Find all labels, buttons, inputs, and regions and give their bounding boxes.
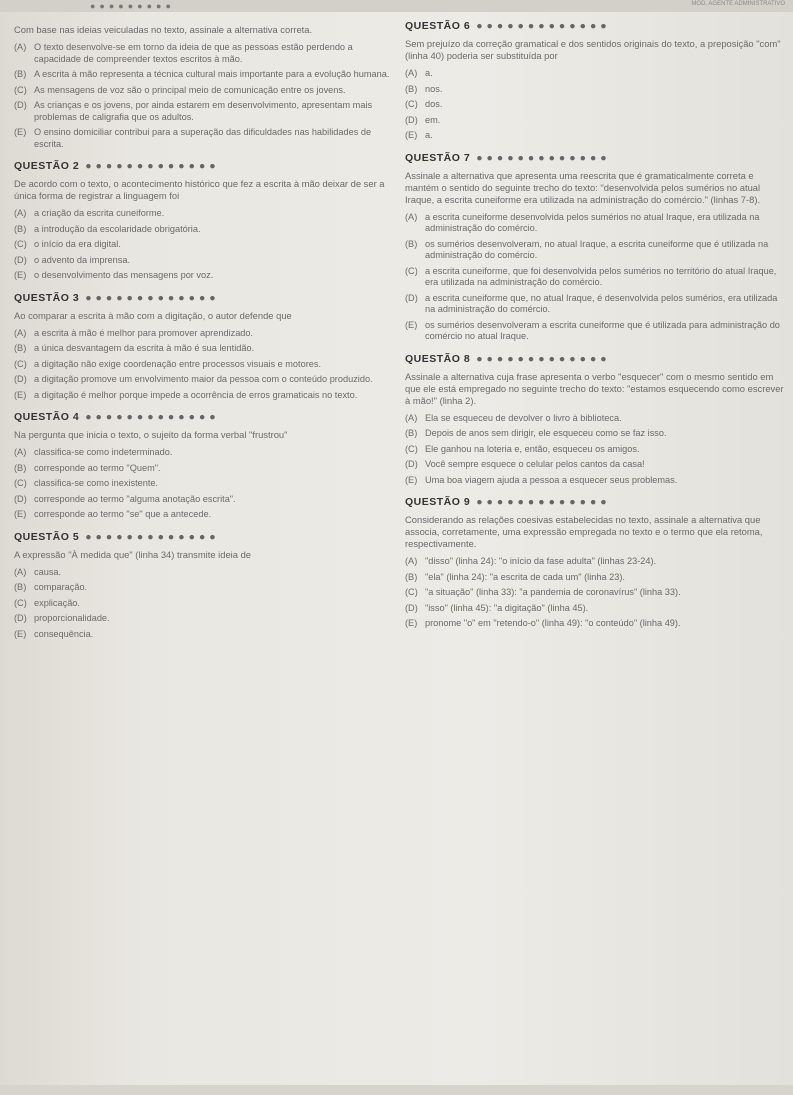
option-text: causa. bbox=[34, 566, 62, 577]
option-text: a introdução da escolaridade obrigatória. bbox=[34, 223, 201, 234]
option-text: o advento da imprensa. bbox=[34, 254, 131, 265]
option-letter: (A) bbox=[405, 211, 418, 222]
answer-option bbox=[14, 359, 396, 371]
option-text: a digitação é melhor porque impede a ocorrência de erros gramaticais no texto. bbox=[34, 389, 358, 400]
option-letter: (D) bbox=[405, 292, 418, 303]
option-text: As crianças e os jovens, por ainda estarem em desenvolvimento, apresentam mais problemas de caligrafia que os adultos. bbox=[34, 100, 373, 122]
options-list bbox=[405, 68, 787, 142]
answer-option bbox=[14, 509, 396, 521]
option-text: dos. bbox=[425, 99, 443, 109]
option-text: a digitação não exige coordenação entre processos visuais e motores. bbox=[34, 358, 322, 369]
answer-option bbox=[14, 447, 396, 459]
option-letter: (D) bbox=[14, 100, 27, 110]
option-letter: (B) bbox=[14, 343, 27, 353]
option-text: a escrita à mão é melhor para promover aprendizado. bbox=[34, 327, 254, 338]
options-list bbox=[14, 328, 396, 402]
question-title: QUESTÃO 9 ●●●●●●●●●●●●● bbox=[405, 496, 611, 508]
answer-option bbox=[14, 598, 396, 610]
question-title: QUESTÃO 6 ●●●●●●●●●●●●● bbox=[405, 20, 611, 32]
answer-option bbox=[14, 582, 396, 594]
header-right-text: MÓD. AGENTE ADMINISTRATIVO bbox=[691, 1, 785, 7]
question-title: QUESTÃO 4 ●●●●●●●●●●●●● bbox=[14, 411, 220, 423]
option-letter: (D) bbox=[14, 493, 27, 504]
option-letter: (B) bbox=[405, 238, 418, 249]
option-letter: (A) bbox=[405, 412, 418, 423]
option-letter: (B) bbox=[14, 69, 27, 79]
option-letter: (C) bbox=[405, 587, 418, 597]
option-letter: (D) bbox=[405, 114, 418, 125]
question-title: QUESTÃO 7 ●●●●●●●●●●●●● bbox=[405, 151, 611, 164]
option-letter: (C) bbox=[14, 84, 27, 95]
options-list bbox=[14, 447, 396, 521]
answer-option bbox=[405, 556, 787, 568]
option-text: classifica-se como indeterminado. bbox=[34, 447, 173, 457]
answer-option bbox=[405, 130, 787, 142]
answer-option bbox=[405, 572, 787, 584]
option-text: corresponde ao termo "alguma anotação escrita". bbox=[34, 493, 236, 504]
option-text: o início da era digital. bbox=[34, 239, 121, 249]
option-letter: (A) bbox=[14, 208, 27, 218]
answer-option bbox=[405, 99, 787, 111]
option-text: "a situação" (linha 33): "a pandemia de coronavírus" (linha 33). bbox=[425, 587, 681, 597]
question-title: QUESTÃO 3 ●●●●●●●●●●●●● bbox=[14, 291, 220, 304]
answer-option bbox=[14, 390, 396, 402]
option-text: proporcionalidade. bbox=[34, 613, 110, 623]
option-letter: (C) bbox=[405, 443, 418, 454]
option-text: a. bbox=[425, 68, 433, 78]
header-dots: ●●●●●●●●● bbox=[90, 1, 175, 11]
answer-option bbox=[405, 475, 787, 487]
options-list bbox=[14, 208, 396, 282]
option-text: Depois de anos sem dirigir, ele esqueceu como se faz isso. bbox=[425, 428, 667, 438]
top-band bbox=[0, 0, 793, 12]
option-letter: (E) bbox=[405, 319, 418, 330]
option-text: explicação. bbox=[34, 597, 80, 608]
option-letter: (E) bbox=[14, 270, 27, 280]
option-letter: (D) bbox=[405, 602, 418, 613]
question-stem: Na pergunta que inicia o texto, o sujeito da forma verbal "frustrou" bbox=[14, 429, 288, 440]
bottom-edge bbox=[0, 1085, 793, 1095]
question-2 bbox=[14, 160, 396, 282]
option-text: a escrita cuneiforme, que foi desenvolvida pelos sumérios no território do atual Iraque, era utilizada na administração do comércio. bbox=[425, 265, 777, 287]
options-list bbox=[14, 42, 396, 150]
option-text: em. bbox=[425, 114, 441, 125]
option-text: a digitação promove um envolvimento maior da pessoa com o conteúdo produzido. bbox=[34, 374, 373, 384]
answer-option bbox=[14, 100, 396, 123]
option-letter: (B) bbox=[405, 428, 418, 438]
question-3 bbox=[14, 292, 396, 402]
question-stem: A expressão "À medida que" (linha 34) transmite ideia de bbox=[14, 548, 251, 560]
option-text: a criação da escrita cuneiforme. bbox=[34, 208, 165, 218]
answer-option bbox=[405, 293, 787, 316]
option-letter: (E) bbox=[14, 127, 27, 137]
question-stem: Assinale a alternativa cuja frase apresenta o verbo "esquecer" com o mesmo sentido em que ele está empregado no seguinte trecho do texto: "estamos esquecendo como escrever à mão!" (linha 2). bbox=[405, 370, 784, 406]
option-text: a escrita cuneiforme que, no atual Iraque, é desenvolvida pelos sumérios, era utilizada na administração do comércio. bbox=[425, 292, 778, 314]
option-letter: (B) bbox=[14, 582, 27, 592]
option-text: O texto desenvolve-se em torno da ideia de que as pessoas estão perdendo a capacidade de compreender textos escritos à mão. bbox=[34, 42, 353, 64]
question-title: QUESTÃO 8 ●●●●●●●●●●●●● bbox=[405, 352, 611, 365]
option-letter: (A) bbox=[14, 447, 27, 457]
option-letter: (D) bbox=[14, 254, 27, 265]
option-letter: (A) bbox=[405, 68, 418, 78]
option-text: corresponde ao termo "Quem". bbox=[34, 462, 161, 473]
answer-option bbox=[14, 494, 396, 506]
answer-option bbox=[405, 428, 787, 440]
option-letter: (E) bbox=[405, 474, 418, 485]
question-stem: Ao comparar a escrita à mão com a digitação, o autor defende que bbox=[14, 309, 292, 321]
option-letter: (A) bbox=[14, 327, 27, 338]
option-letter: (C) bbox=[14, 597, 27, 608]
answer-option bbox=[14, 224, 396, 236]
option-text: os sumérios desenvolveram a escrita cuneiforme que é utilizada para administração do comércio no atual Iraque. bbox=[425, 319, 780, 341]
option-text: corresponde ao termo "se" que a antecede. bbox=[34, 509, 212, 519]
option-letter: (E) bbox=[405, 618, 418, 628]
option-text: classifica-se como inexistente. bbox=[34, 478, 159, 488]
option-letter: (E) bbox=[14, 389, 27, 400]
answer-option bbox=[405, 115, 787, 127]
option-text: "ela" (linha 24): "a escrita de cada um" (linha 23). bbox=[425, 571, 625, 582]
option-letter: (B) bbox=[14, 223, 27, 234]
option-letter: (B) bbox=[14, 462, 27, 473]
answer-option bbox=[14, 343, 396, 355]
option-text: consequência. bbox=[34, 628, 94, 639]
answer-option bbox=[14, 85, 396, 97]
answer-option bbox=[405, 444, 787, 456]
option-text: os sumérios desenvolveram, no atual Iraque, a escrita cuneiforme que é utilizada na administração do comércio. bbox=[425, 238, 769, 260]
answer-option bbox=[405, 603, 787, 615]
answer-option bbox=[405, 320, 787, 343]
option-letter: (A) bbox=[14, 42, 27, 52]
question-4 bbox=[14, 411, 396, 521]
answer-option bbox=[405, 84, 787, 96]
answer-option bbox=[14, 613, 396, 625]
question-stem: Sem prejuízo da correção gramatical e dos sentidos originais do texto, a preposição "com" (linha 40) poderia ser substituída por bbox=[405, 38, 781, 61]
option-text: a única desvantagem da escrita à mão é sua lentidão. bbox=[34, 343, 255, 353]
question-8 bbox=[405, 353, 787, 487]
answer-option bbox=[405, 212, 787, 235]
question-title: QUESTÃO 2 ●●●●●●●●●●●●● bbox=[14, 160, 220, 172]
left-column bbox=[14, 24, 396, 650]
option-letter: (E) bbox=[14, 509, 27, 519]
option-text: Ele ganhou na loteria e, então, esqueceu os amigos. bbox=[425, 443, 640, 454]
option-text: Uma boa viagem ajuda a pessoa a esquecer seus problemas. bbox=[425, 474, 678, 485]
answer-option bbox=[14, 374, 396, 386]
question-5 bbox=[14, 531, 396, 641]
option-letter: (C) bbox=[405, 265, 418, 276]
option-text: pronome "o" em "retendo-o" (linha 49): "o conteúdo" (linha 49). bbox=[425, 618, 681, 628]
question-stem: Considerando as relações coesivas estabelecidas no texto, assinale a alternativa que associa, corretamente, uma expressão empregada no texto e o termo que ela retoma, respectivamente. bbox=[405, 514, 763, 549]
option-text: A escrita à mão representa a técnica cultural mais importante para a evolução humana. bbox=[34, 69, 390, 79]
options-list bbox=[405, 556, 787, 630]
option-letter: (C) bbox=[14, 478, 27, 488]
option-text: "disso" (linha 24): "o início da fase adulta" (linhas 23-24). bbox=[425, 556, 657, 566]
answer-option bbox=[14, 127, 396, 150]
answer-option bbox=[14, 208, 396, 220]
option-text: comparação. bbox=[34, 582, 88, 592]
answer-option bbox=[405, 239, 787, 262]
answer-option bbox=[14, 478, 396, 490]
answer-option bbox=[405, 413, 787, 425]
option-letter: (C) bbox=[14, 358, 27, 369]
answer-option bbox=[405, 618, 787, 630]
question-9 bbox=[405, 496, 787, 630]
options-list bbox=[14, 567, 396, 641]
option-letter: (C) bbox=[14, 239, 27, 249]
option-letter: (C) bbox=[405, 99, 418, 109]
option-text: a escrita cuneiforme desenvolvida pelos sumérios no atual Iraque, era utilizada na administração do comércio. bbox=[425, 211, 760, 233]
option-text: nos. bbox=[425, 83, 443, 94]
option-letter: (D) bbox=[14, 613, 27, 623]
answer-option bbox=[405, 266, 787, 289]
option-letter: (B) bbox=[405, 571, 418, 582]
option-text: O ensino domiciliar contribui para a superação das dificuldades nas habilidades de escrita. bbox=[34, 127, 372, 149]
answer-option bbox=[14, 567, 396, 579]
question-stem: De acordo com o texto, o acontecimento histórico que fez a escrita à mão deixar de ser a única forma de registrar a linguagem foi bbox=[14, 178, 385, 201]
option-text: As mensagens de voz são o principal meio de comunicação entre os jovens. bbox=[34, 84, 346, 95]
option-text: a. bbox=[425, 130, 433, 140]
answer-option bbox=[14, 69, 396, 81]
option-letter: (D) bbox=[14, 374, 27, 384]
answer-option bbox=[14, 328, 396, 340]
answer-option bbox=[14, 42, 396, 65]
answer-option bbox=[405, 587, 787, 599]
option-text: Você sempre esquece o celular pelos cantos da casa! bbox=[425, 459, 645, 469]
option-letter: (A) bbox=[405, 556, 418, 566]
answer-option bbox=[405, 68, 787, 80]
option-letter: (E) bbox=[14, 628, 27, 639]
question-6 bbox=[405, 20, 787, 142]
answer-option bbox=[14, 255, 396, 267]
question-7 bbox=[405, 152, 787, 343]
question-title: QUESTÃO 5 ●●●●●●●●●●●●● bbox=[14, 530, 220, 543]
option-letter: (E) bbox=[405, 130, 418, 140]
option-text: Ela se esqueceu de devolver o livro à biblioteca. bbox=[425, 412, 622, 423]
answer-option bbox=[14, 239, 396, 251]
answer-option bbox=[405, 459, 787, 471]
question-1-continued bbox=[14, 24, 396, 150]
option-text: o desenvolvimento das mensagens por voz. bbox=[34, 270, 214, 280]
answer-option bbox=[14, 629, 396, 641]
options-list bbox=[405, 212, 787, 343]
answer-option bbox=[14, 463, 396, 475]
question-stem: Assinale a alternativa que apresenta uma reescrita que é gramaticalmente correta e mantém o sentido do seguinte trecho do texto: "desenvolvida pelos sumérios no atual Iraque, a escrita cuneiforme era utilizada na administração do comércio." (linhas 7-8). bbox=[405, 169, 761, 205]
option-letter: (D) bbox=[405, 459, 418, 469]
options-list bbox=[405, 413, 787, 487]
answer-option bbox=[14, 270, 396, 282]
option-text: "isso" (linha 45): "a digitação" (linha 45). bbox=[425, 602, 589, 613]
option-letter: (B) bbox=[405, 83, 418, 94]
option-letter: (A) bbox=[14, 566, 27, 577]
question-stem: Com base nas ideias veiculadas no texto, assinale a alternativa correta. bbox=[14, 24, 313, 35]
right-column bbox=[405, 20, 787, 640]
